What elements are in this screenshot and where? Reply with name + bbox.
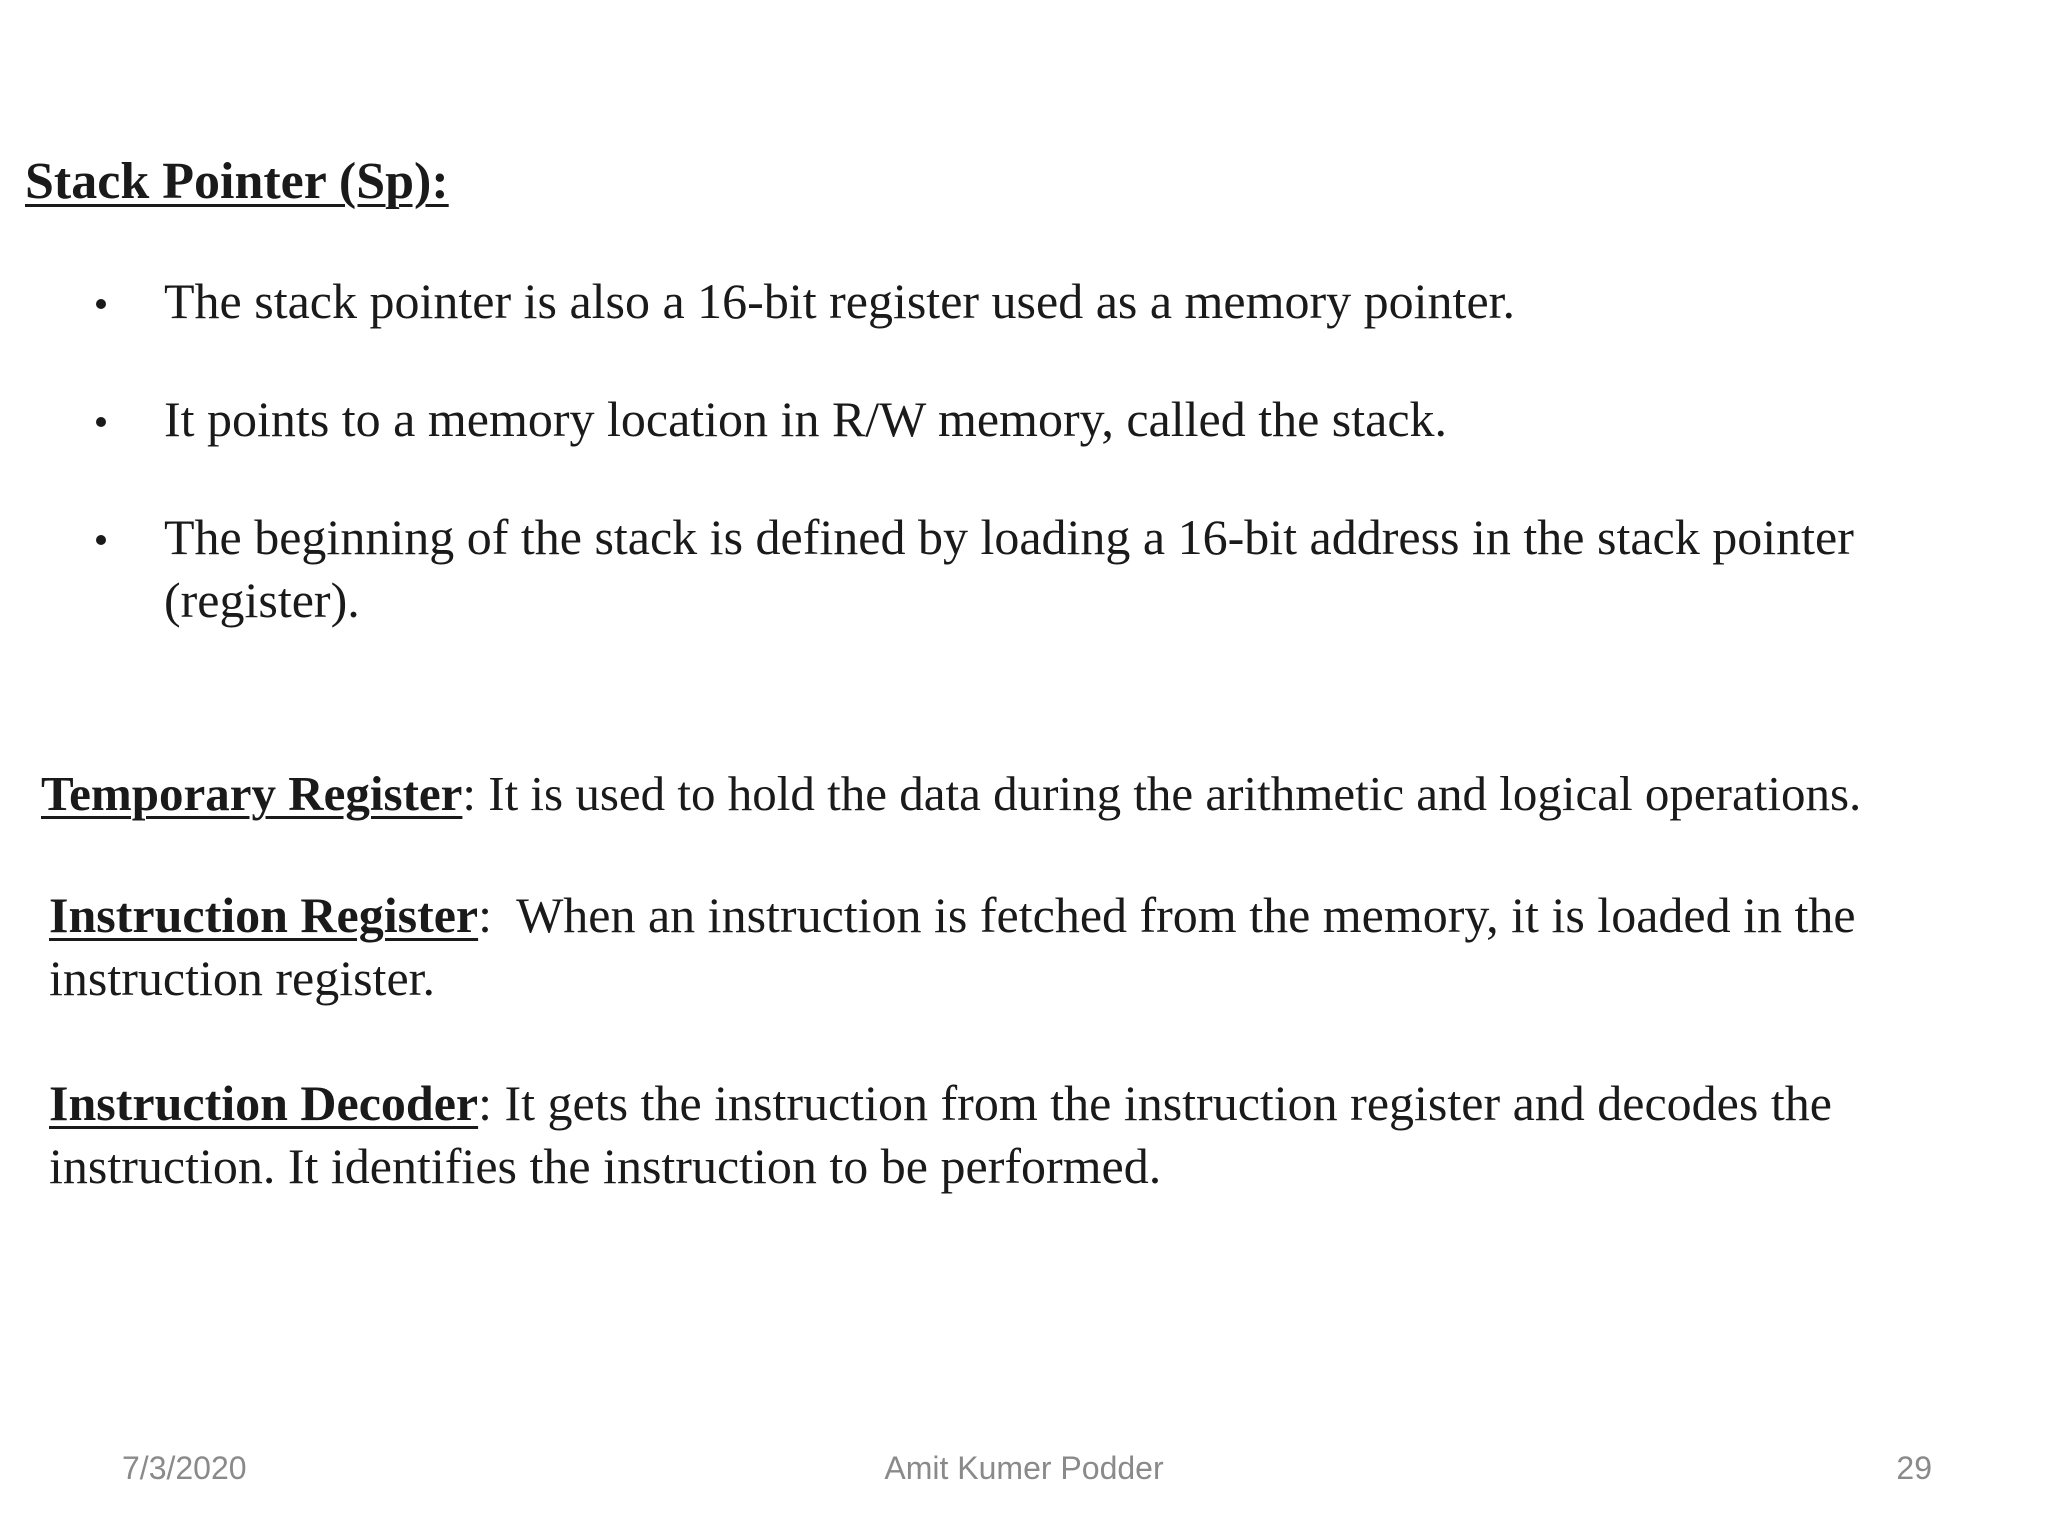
footer-author: Amit Kumer Podder bbox=[884, 1450, 1164, 1486]
term-instruction-decoder: Instruction Decoder bbox=[49, 1075, 479, 1131]
bullet-item bbox=[0, 388, 2048, 451]
footer-date: 7/3/2020 bbox=[122, 1450, 247, 1486]
bullet-icon bbox=[96, 417, 106, 427]
bullet-text: The stack pointer is also a 16-bit register used as a memory pointer. bbox=[164, 273, 1516, 329]
bullet-text: It points to a memory location in R/W memory, called the stack. bbox=[164, 391, 1448, 447]
term-temporary-register: Temporary Register bbox=[41, 766, 463, 821]
bullet-list bbox=[0, 270, 2048, 687]
term-instruction-register: Instruction Register bbox=[49, 887, 479, 943]
paragraph-instruction-register bbox=[49, 884, 2038, 1010]
definition-temporary-register: : It is used to hold the data during the arithmetic and logical operations. bbox=[462, 766, 1862, 821]
section-heading-stack-pointer: Stack Pointer (Sp): bbox=[25, 153, 449, 210]
paragraph-temporary-register bbox=[41, 762, 2038, 825]
bullet-item bbox=[0, 270, 2048, 333]
bullet-item bbox=[0, 506, 2048, 632]
bullet-icon bbox=[96, 535, 106, 545]
definition-instruction-register: : When an instruction is fetched from the memory, it is loaded in the instruction register. bbox=[49, 887, 1869, 1006]
definition-instruction-decoder: : It gets the instruction from the instruction register and decodes the instruction. It identifies the instruction to be performed. bbox=[49, 1075, 1832, 1194]
footer-page-number: 29 bbox=[1896, 1450, 1932, 1486]
paragraph-instruction-decoder bbox=[49, 1072, 2038, 1198]
bullet-text: The beginning of the stack is defined by loading a 16-bit address in the stack pointer (register). bbox=[164, 509, 1854, 628]
bullet-icon bbox=[96, 299, 106, 309]
